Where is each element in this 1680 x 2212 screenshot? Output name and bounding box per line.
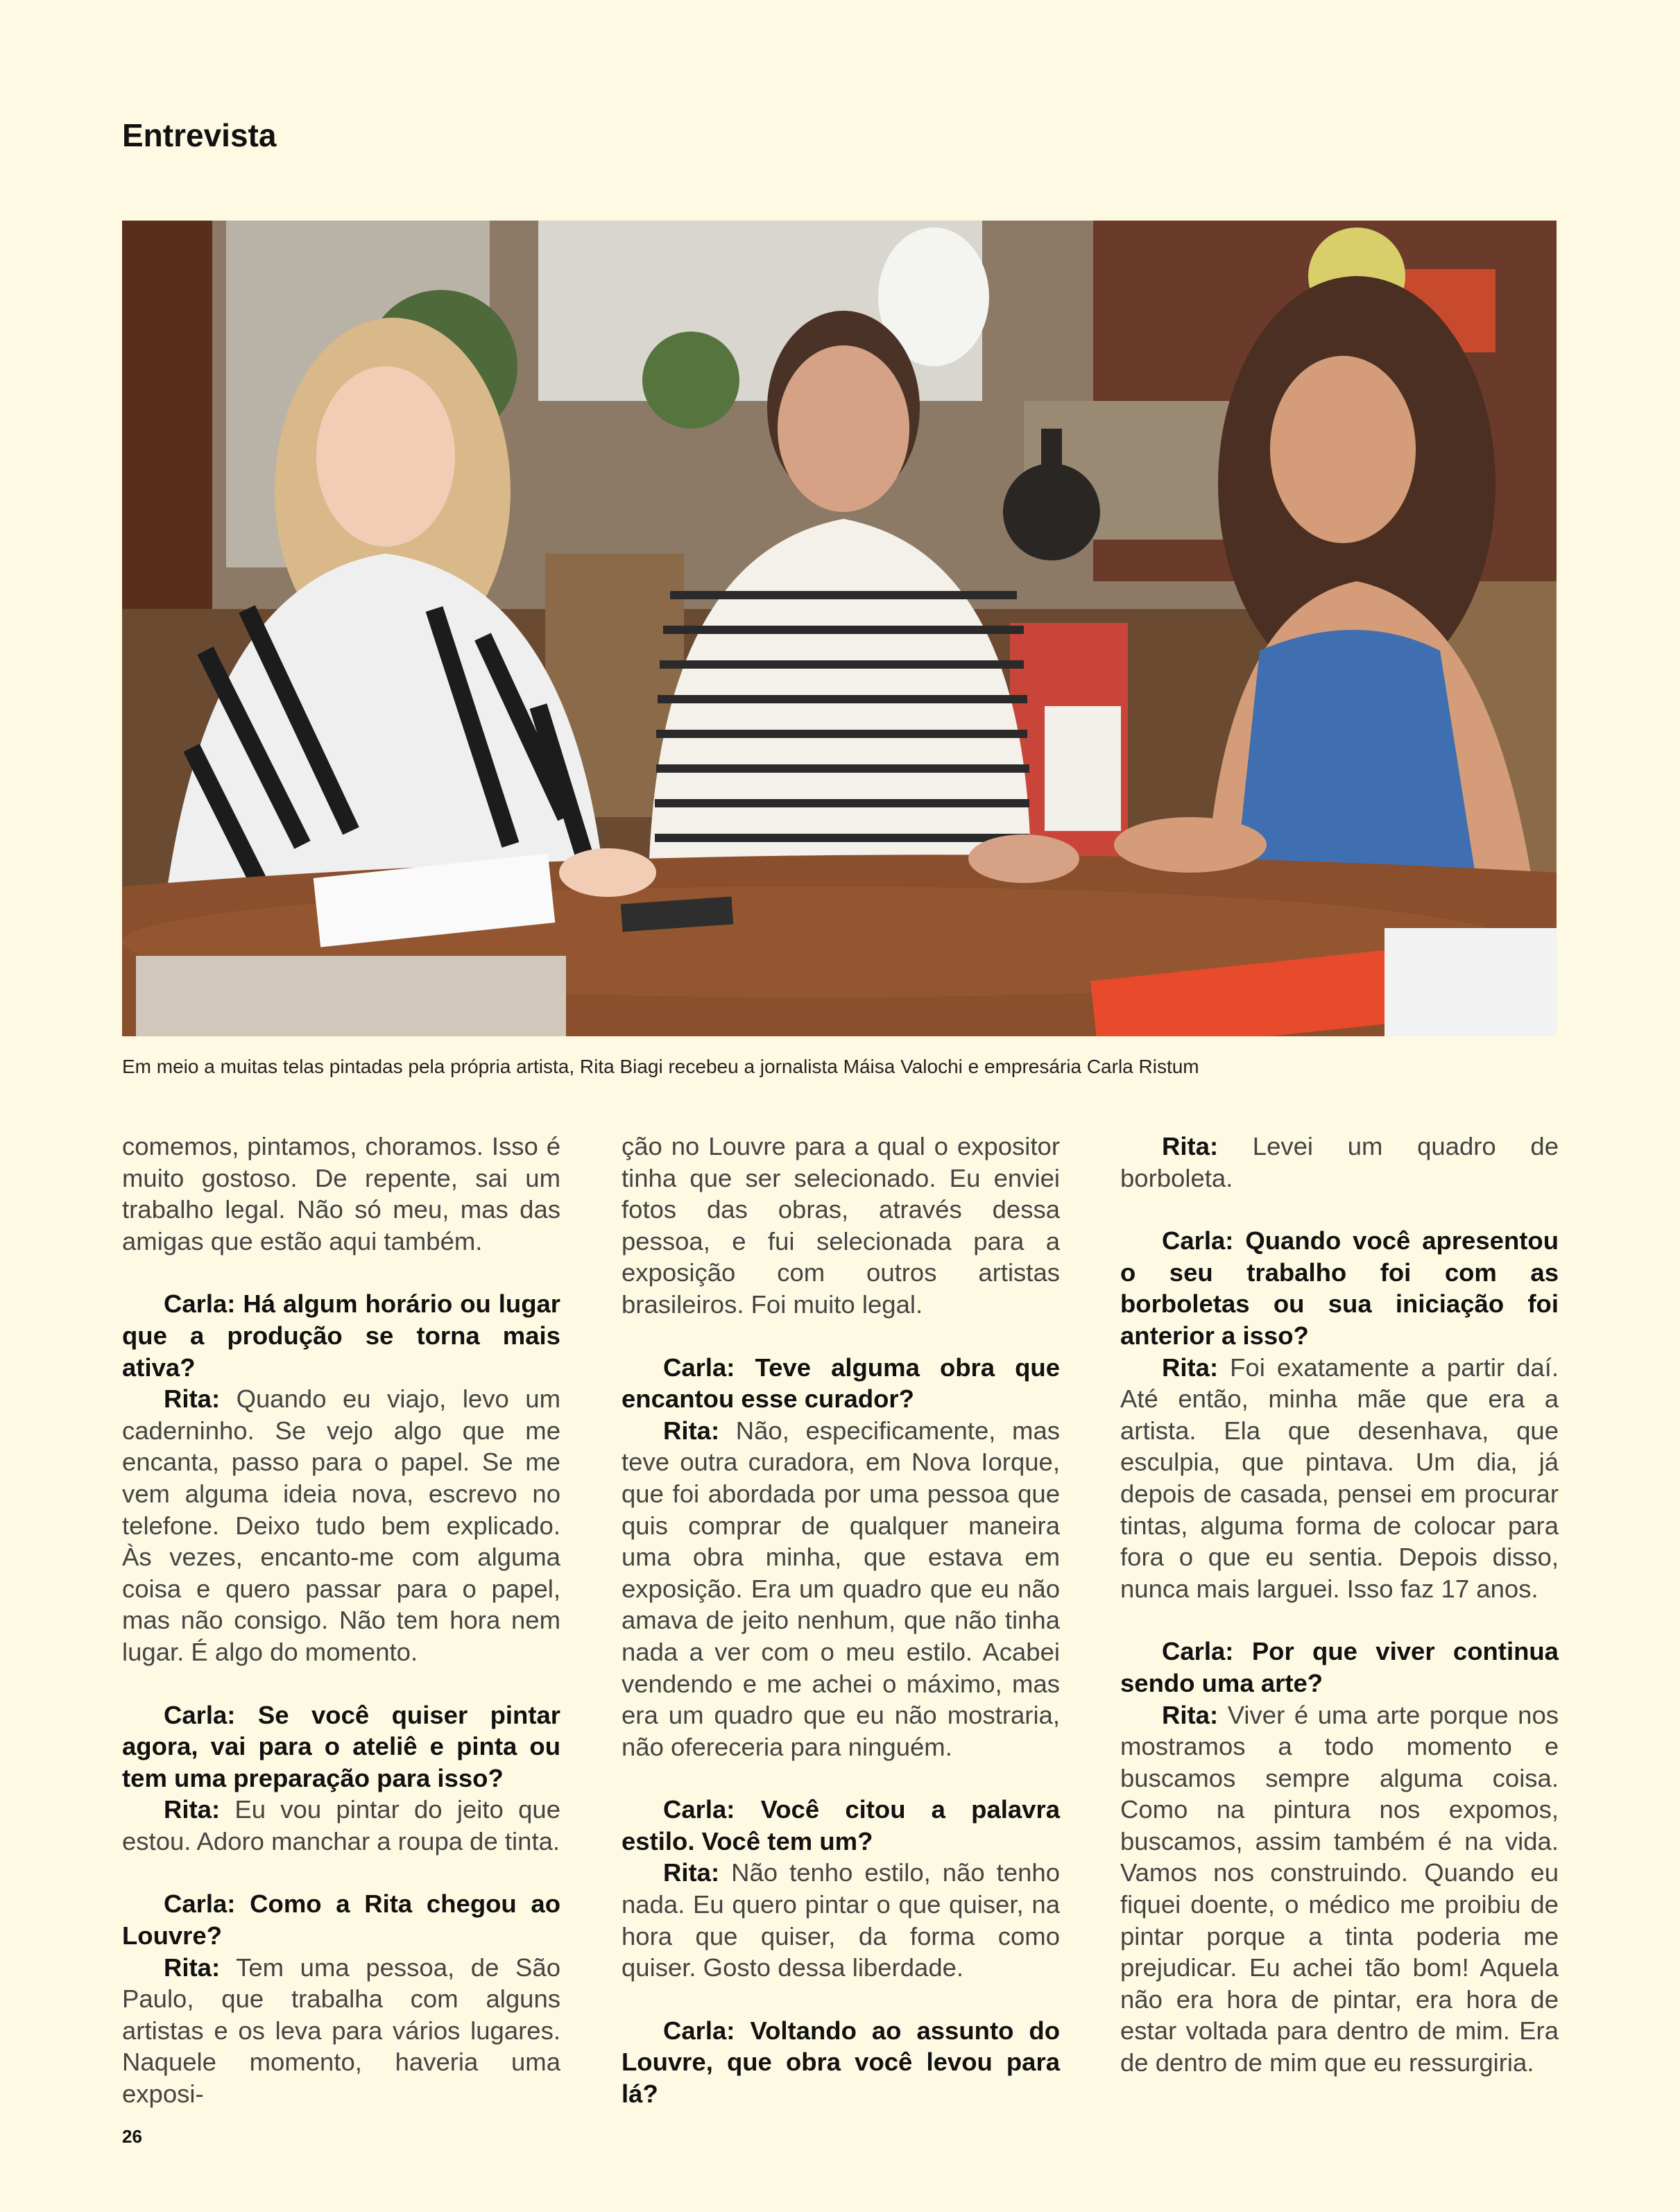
answer (122, 1794, 560, 1857)
question: Carla: Por que viver continua sendo uma arte? (1120, 1637, 1559, 1697)
page-number: 26 (122, 2126, 142, 2147)
answer (1120, 1352, 1559, 1605)
question: Carla: Quando você apresentou o seu trabalho foi com as borboletas ou sua iniciação foi anterior a isso? (1120, 1226, 1559, 1350)
question: Carla: Como a Rita chegou ao Louvre? (122, 1889, 560, 1950)
question: Carla: Você citou a palavra estilo. Você tem um? (622, 1795, 1060, 1855)
speaker-label: Rita: (164, 1384, 221, 1414)
text-column-2 (622, 1131, 1060, 2110)
paragraph: comemos, pintamos, choramos. Isso é muito gostoso. De repente, sai um trabalho legal. Não só meu, mas das amigas que estão aqui também. (122, 1132, 560, 1255)
speaker-label: Rita: (663, 1416, 720, 1445)
answer (122, 1383, 560, 1667)
section-title: Entrevista (122, 117, 277, 153)
speaker-label: Rita: (164, 1795, 221, 1824)
answer-text: Tem uma pessoa, de São Paulo, que trabalha com alguns artistas e os leva para vários lugares. Naquele momento, haveria uma exposi- (122, 1953, 560, 2109)
answer-text: Viver é uma arte porque nos mostramos a todo momento e buscamos sempre alguma coisa. Como na pintura nos expomos, buscamos, assim também é na vida. Vamos nos construindo. Quando eu fiquei doente, o médico me proibiu de pintar porque a tinta poderia me prejudicar. Eu achei tão bom! Aquela não era hora de pintar, era hora de estar voltada para dentro de mim. Era de dentro de mim que eu ressurgiria. (1120, 1700, 1559, 2077)
speaker-label: Rita: (1162, 1700, 1219, 1729)
answer (622, 1415, 1060, 1763)
answer-text: Não tenho estilo, não tenho nada. Eu quero pintar o que quiser, na hora que quiser, da forma como quiser. Gosto dessa liberdade. (622, 1858, 1060, 1982)
answer-text: Eu vou pintar do jeito que estou. Adoro manchar a roupa de tinta. (122, 1795, 560, 1855)
photo-caption: Em meio a muitas telas pintadas pela própria artista, Rita Biagi recebeu a jornalista Máisa Valochi e empresária Carla Ristum (122, 1056, 1199, 1077)
answer-text: Não, especificamente, mas teve outra curadora, em Nova Iorque, que foi abordada por uma pessoa que quis comprar de qualquer maneira uma obra minha, que estava em exposição. Era um quadro que eu não amava de jeito nenhum, que não tinha nada a ver com o meu estilo. Acabei vendendo e me achei o máximo, mas era um quadro que eu não mostraria, não ofereceria para ninguém. (622, 1416, 1060, 1761)
answer (1120, 1131, 1559, 1194)
interview-photo (122, 221, 1557, 1036)
answer (122, 1952, 560, 2110)
interview-photo-illustration (122, 221, 1557, 1036)
speaker-label: Rita: (164, 1953, 221, 1982)
answer-text: Foi exatamente a partir daí. Até então, minha mãe que era a artista. Ela que desenhava, que esculpia, que pintava. Um dia, já depois de casada, pensei em procurar tintas, alguma forma de colocar para fora o que eu sentia. Depois disso, nunca mais larguei. Isso faz 17 anos. (1120, 1353, 1559, 1603)
answer-text: Quando eu viajo, levo um caderninho. Se vejo algo que me encanta, passo para o papel. Se me vem alguma ideia nova, escrevo no telefone. Deixo tudo bem explicado. Às vezes, encanto-me com alguma coisa e quero passar para o papel, mas não consigo. Não tem hora nem lugar. É algo do momento. (122, 1384, 560, 1666)
question: Carla: Há algum horário ou lugar que a produção se torna mais ativa? (122, 1289, 560, 1382)
answer (1120, 1699, 1559, 2079)
speaker-label: Rita: (663, 1858, 720, 1887)
paragraph: ção no Louvre para a qual o expositor tinha que ser selecionado. Eu enviei fotos das obras, através dessa pessoa, e fui selecionada para a exposição com outros artistas brasileiros. Foi muito legal. (622, 1132, 1060, 1319)
answer-text: Levei um quadro de borboleta. (1120, 1132, 1559, 1192)
text-column-1 (122, 1131, 560, 2110)
speaker-label: Rita: (1162, 1353, 1219, 1382)
question: Carla: Se você quiser pintar agora, vai para o ateliê e pinta ou tem uma preparação para isso? (122, 1700, 560, 1792)
answer (622, 1857, 1060, 1983)
text-column-3 (1120, 1131, 1559, 2079)
speaker-label: Rita: (1162, 1132, 1219, 1160)
question: Carla: Voltando ao assunto do Louvre, que obra você levou para lá? (622, 2016, 1060, 2109)
question: Carla: Teve alguma obra que encantou esse curador? (622, 1353, 1060, 1414)
